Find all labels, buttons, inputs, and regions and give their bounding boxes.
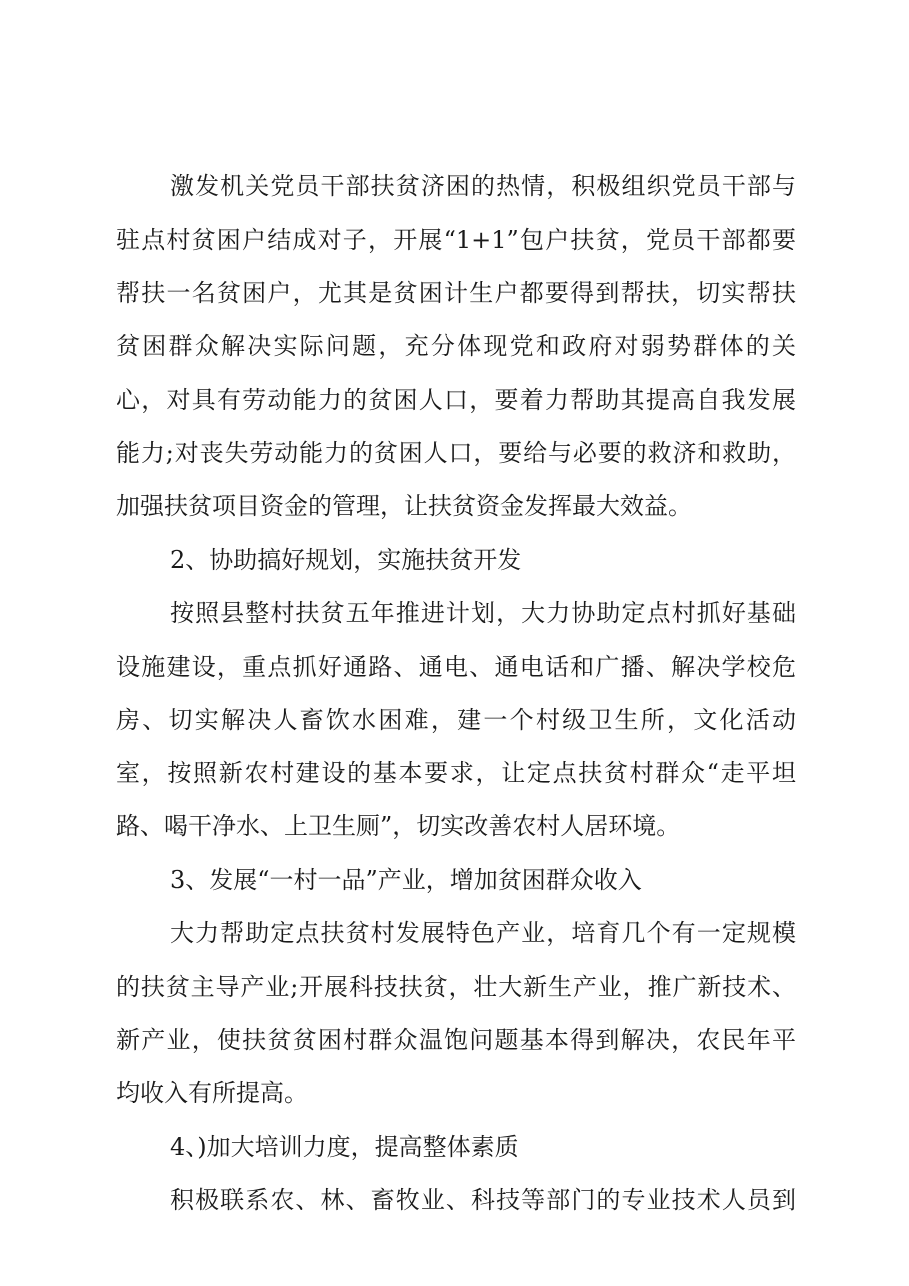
paragraph-1-line-5: 心，对具有劳动能力的贫困人口，要着力帮助其提高自我发展: [116, 386, 796, 414]
paragraph-2-line-3: 房、切实解决人畜饮水困难，建一个村级卫生所，文化活动: [116, 706, 796, 734]
paragraph-1-line-6: 能力;对丧失劳动能力的贫困人口，要给与必要的救济和救助，: [116, 439, 796, 467]
paragraph-3-line-2: 的扶贫主导产业;开展科技扶贫，壮大新生产业，推广新技术、: [116, 973, 796, 1001]
section-heading-2: 2、协助搞好规划，实施扶贫开发: [170, 546, 522, 574]
paragraph-1-line-3: 帮扶一名贫困户，尤其是贫困计生户都要得到帮扶，切实帮扶: [116, 279, 796, 307]
paragraph-1-line-2: 驻点村贫困户结成对子，开展“1+1”包户扶贫，党员干部都要: [116, 226, 796, 254]
section-heading-4: 4、)加大培训力度，提高整体素质: [170, 1133, 519, 1161]
section-heading-3: 3、发展“一村一品”产业，增加贫困群众收入: [170, 866, 642, 894]
paragraph-3-line-1: 大力帮助定点扶贫村发展特色产业，培育几个有一定规模: [170, 919, 796, 947]
paragraph-1-line-7: 加强扶贫项目资金的管理，让扶贫资金发挥最大效益。: [116, 492, 692, 520]
paragraph-3-line-3: 新产业，使扶贫贫困村群众温饱问题基本得到解决，农民年平: [116, 1026, 796, 1054]
paragraph-2-line-2: 设施建设，重点抓好通路、通电、通电话和广播、解决学校危: [116, 653, 796, 681]
paragraph-2-line-5: 路、喝干净水、上卫生厕”，切实改善农村人居环境。: [116, 812, 681, 840]
paragraph-3-line-4: 均收入有所提高。: [116, 1079, 308, 1107]
paragraph-2-line-4: 室，按照新农村建设的基本要求，让定点扶贫村群众“走平坦: [116, 759, 796, 787]
paragraph-1-line-1: 激发机关党员干部扶贫济困的热情，积极组织党员干部与: [170, 172, 796, 200]
paragraph-1-line-4: 贫困群众解决实际问题，充分体现党和政府对弱势群体的关: [116, 332, 796, 360]
paragraph-2-line-1: 按照县整村扶贫五年推进计划，大力协助定点村抓好基础: [170, 599, 796, 627]
paragraph-4-line-1: 积极联系农、林、畜牧业、科技等部门的专业技术人员到: [170, 1186, 796, 1214]
